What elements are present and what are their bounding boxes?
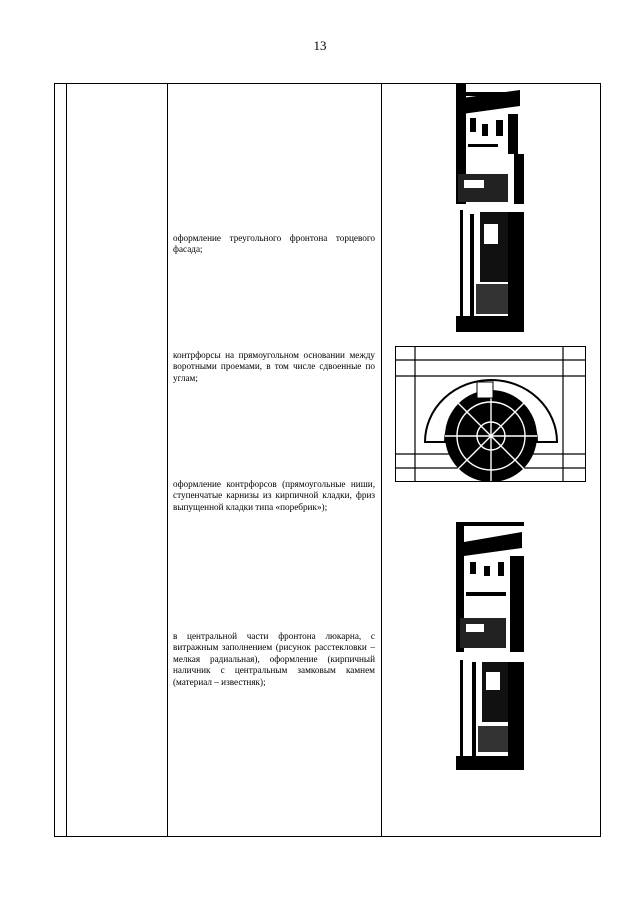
- page-number: 13: [313, 38, 327, 53]
- table-column-divider: [66, 84, 67, 836]
- description-gable-facade: оформление треугольного фронтона торцевого фасада;: [173, 233, 375, 255]
- lucarne-window-photo-icon: [395, 346, 586, 482]
- description-buttresses: контрфорсы на прямоугольном основании между воротными проемами, в том числе сдвоенные по углам;: [173, 350, 375, 383]
- buttress-corner-photo-icon: [456, 522, 524, 770]
- facade-corner-photo-icon: [456, 84, 524, 332]
- description-lucarne: в центральной части фронтона люкарна, с витражным заполнением (рисунок расстекловки – мелкая радиальная), оформление (кирпичный наличник с центральным замковым камнем (материал – известняк);: [173, 631, 375, 687]
- table-column-divider: [167, 84, 168, 836]
- description-buttress-decoration: оформление контрфорсов (прямоугольные ниши, ступенчатые карнизы из кирпичной кладки, фриз выпущенной кладки типа «поребрик»);: [173, 479, 375, 512]
- table-column-divider: [381, 84, 382, 836]
